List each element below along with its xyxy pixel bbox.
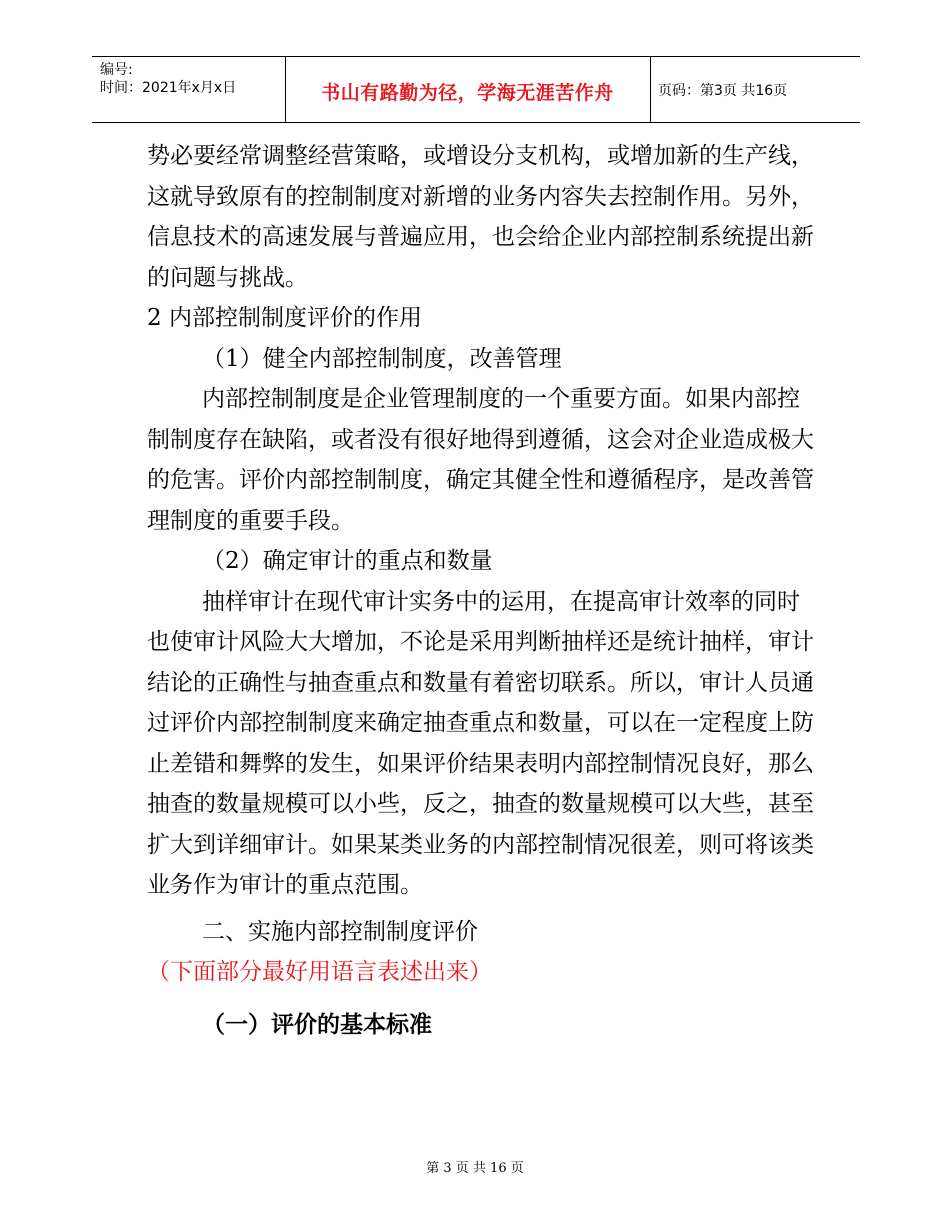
paragraph: 内部控制制度是企业管理制度的一个重要方面。如果内部控制制度存在缺陷，或者没有很好地得到遵循，这会对企业造成极大的危害。评价内部控制制度，确定其健全性和遵循程序，是改善管理制度的重要手段。	[147, 386, 814, 534]
header-page-info: 页码：第3页 共16页	[658, 83, 788, 99]
header-top-rule	[92, 56, 860, 57]
doc-number-label: 编号:	[100, 62, 133, 78]
paragraph: 势必要经常调整经营策略，或增设分支机构，或增加新的生产线，这就导致原有的控制制度对新增的业务内容失去控制作用。另外，信息技术的高速发展与普遍应用，也会给企业内部控制系统提出新的问题与挑战。	[147, 143, 814, 291]
header-meta	[100, 61, 236, 97]
section-title-text: 二、实施内部控制制度评价	[202, 918, 478, 945]
document-body	[147, 136, 817, 1045]
header-divider-right	[650, 56, 651, 122]
sub-heading: （1）健全内部控制制度，改善管理	[202, 345, 562, 372]
bold-subheading: （一）评价的基本标准	[202, 1011, 432, 1038]
section-title	[147, 912, 817, 993]
time-label: 时间：2021年x月x日	[100, 80, 237, 96]
page-footer: 第 3 页 共 16 页	[426, 1161, 524, 1176]
paragraph: 抽样审计在现代审计实务中的运用，在提高审计效率的同时也使审计风险大大增加，不论是采用判断抽样还是统计抽样，审计结论的正确性与抽查重点和数量有着密切联系。所以，审计人员通过评价内部控制制度来确定抽查重点和数量，可以在一定程度上防止差错和舞弊的发生，如果评价结果表明内部控制情况良好，那么抽查的数量规模可以小些，反之，抽查的数量规模可以大些，甚至扩大到详细审计。如果某类业务的内部控制情况很差，则可将该类业务作为审计的重点范围。	[147, 588, 814, 898]
sub-heading: （2）确定审计的重点和数量	[202, 548, 493, 574]
header-bottom-rule	[92, 122, 860, 123]
header-motto: 书山有路勤为径，学海无涯苦作舟	[321, 82, 614, 104]
section-note: （下面部分最好用语言表述出来）	[147, 959, 492, 985]
section-heading: 2 内部控制制度评价的作用	[147, 305, 422, 331]
